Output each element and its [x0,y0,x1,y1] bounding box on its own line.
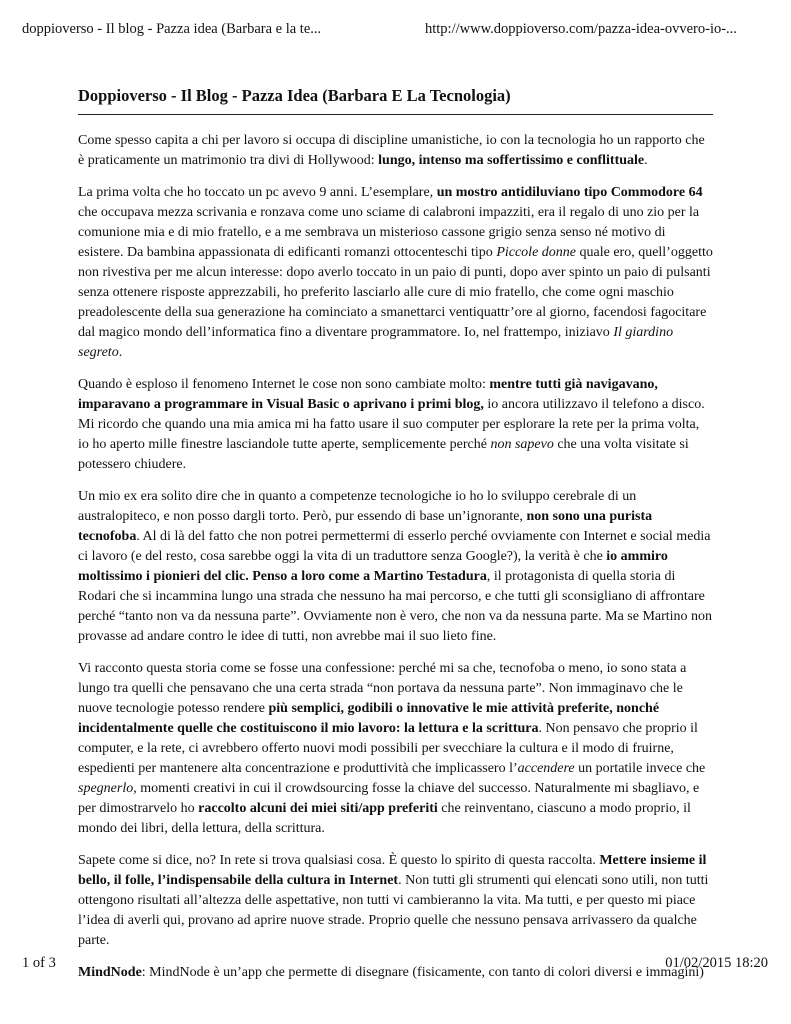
text-run: che occupava mezza scrivania e ronzava come uno sciame di calabroni impazziti, era il regalo di uno zio per la comunione mia e di mio fratello, e a me sembrava un misterioso cassone grigio senza senso né motivo di esistere. Da bambina appassionata di edificanti romanzi ottocenteschi tipo [78,205,700,260]
article-title: Doppioverso - Il Blog - Pazza Idea (Barbara E La Tecnologia) [78,86,713,115]
mindnode-link[interactable]: MindNode [78,965,142,980]
bold-run: raccolto alcuni dei miei siti/app preferiti [198,801,438,816]
text-run: io ancora utilizzavo il telefono a disco. Mi ricordo che quando una mia amica mi ha fatto usare il suo computer per esplorare la rete per la prima volta, io ho aperto mille finestre lasciandole tutte aperte, semplicemente perché [78,397,705,452]
text-run: Vi racconto questa storia come se fosse una confessione: perché mi sa che, tecnofoba o meno, io sono stata a lungo tra quelli che pensavano che una certa strada “non portava da nessuna parte”. Non immaginavo che le nuove tecnologie potesso rendere [78,661,687,716]
italic-run: Piccole donne [496,245,576,260]
text-run: Quando è esploso il fenomeno Internet le cose non sono cambiate molto: [78,377,490,392]
text-run: . [118,345,123,360]
bold-run: non sono una purista tecnofoba [78,509,653,544]
bold-run: lungo, intenso ma soffertissimo e conflittuale [378,153,645,168]
bold-run: un mostro antidiluviano tipo Commodore 64 [436,185,703,200]
text-run: Sapete come si dice, no? In rete si trova qualsiasi cosa. È questo lo spirito di questa raccolta. [78,853,600,868]
text-run: un portatile invece che [574,761,706,776]
paragraph-4 [78,487,713,647]
paragraph-6 [78,851,713,951]
paragraph-1 [78,131,713,171]
text-run: Come spesso capita a chi per lavoro si occupa di discipline umanistiche, io con la tecnologia ho un rapporto che è praticamente un matrimonio tra divi di Hollywood: [78,133,705,168]
bold-run: mentre tutti già navigavano, imparavano a programmare in Visual Basic o aprivano i primi blog, [78,377,658,412]
paragraph-7 [78,963,713,983]
text-run: La prima volta che ho toccato un pc avevo 9 anni. L’esemplare, [78,185,437,200]
text-run: . Al di là del fatto che non potrei permettermi di esserlo perché ovviamente con Internet e social media ci lavoro (e del resto, cosa sarebbe oggi la vita di un traduttore senza Google?), la verità è che [78,529,711,564]
bold-run: più semplici, godibili o innovative le mie attività preferite, nonché incidentalmente quelle che costituiscono il mio lavoro: la lettura e la scrittura [78,701,660,736]
text-run: che una volta visitate si potessero chiudere. [78,437,689,472]
italic-run: Il giardino segreto [78,325,674,360]
text-run: : MindNode è un’app che permette di disegnare (fisicamente, con tanto di colori diversi e immagini) [141,965,704,980]
text-run: , il protagonista di quella storia di Rodari che si incammina lungo una strada che nessuno ha mai percorso, e che tutti gli sconsigliano di affrontare perché “tanto non va da nessuna parte”. Ovviamente non è vero, che non va da nessuna parte. Ma se Martino non provasse ad andare contro le idee di tutti, non avrebbe mai il suo lieto fine. [78,569,713,644]
print-datetime: 01/02/2015 18:20 [665,955,768,971]
print-header-title: doppioverso - Il blog - Pazza idea (Barbara e la te... [22,21,322,37]
italic-run: accendere [517,761,575,776]
text-run: , momenti creativi in cui il crowdsourcing fosse la chiave del successo. Naturalmente mi sbagliavo, e per dimostrarvelo ho [78,781,700,816]
paragraph-5 [78,659,713,839]
text-run: . Non tutti gli strumenti qui elencati sono utili, non tutti ottengono risultati all’altezza delle aspettative, non tutti vi cambieranno la vita. Ma tutti, e per questo mi piace l’idea di averli qui, provano ad aprire nuove strade. Proprio quelle che nessuno pensava arrivassero da qualche parte. [78,873,709,948]
text-run: quale ero, quell’oggetto non rivestiva per me alcun interesse: dopo averlo toccato in un paio di punti, dopo aver spinto un paio di pulsanti senza ottenere risposte apprezzabili, ho preferito lasciarlo alle cure di mio fratello, che come ogni maschio preadolescente della sua generazione ha cominciato a smanettarci ventiquattr’ore al giorno, facendosi fagocitare dal magico mondo dell’informatica fino a diventare programmatore. Io, nel frattempo, iniziavo [78,245,713,340]
text-run: che reinventano, ciascuno a modo proprio, il mondo dei libri, della lettura, della scrittura. [78,801,691,836]
italic-run: non sapevo [490,437,554,452]
bold-run: Mettere insieme il bello, il folle, l’indispensabile della cultura in Internet [78,853,707,888]
text-run: . Non pensavo che proprio il computer, e la rete, ci avrebbero offerto nuovi modi possibili per svecchiare la cultura e il modo di fruirne, espedienti per mantenere alta concentrazione e produttività che implicassero l’ [78,721,698,776]
text-run: Un mio ex era solito dire che in quanto a competenze tecnologiche io ho lo sviluppo cerebrale di un australopiteco, e non posso dargli torto. Però, pur essendo di base un’ignorante, [78,489,637,524]
print-header-url: http://www.doppioverso.com/pazza-idea-ovvero-io-... [425,21,737,37]
paragraph-3 [78,375,713,475]
bold-run: io ammiro moltissimo i pionieri del clic. Penso a loro come a Martino Testadura [78,549,668,584]
paragraph-2 [78,183,713,363]
text-run: . [644,153,648,168]
italic-run: spegnerlo [78,781,134,796]
article-body [78,131,713,995]
page-number: 1 of 3 [22,955,56,971]
